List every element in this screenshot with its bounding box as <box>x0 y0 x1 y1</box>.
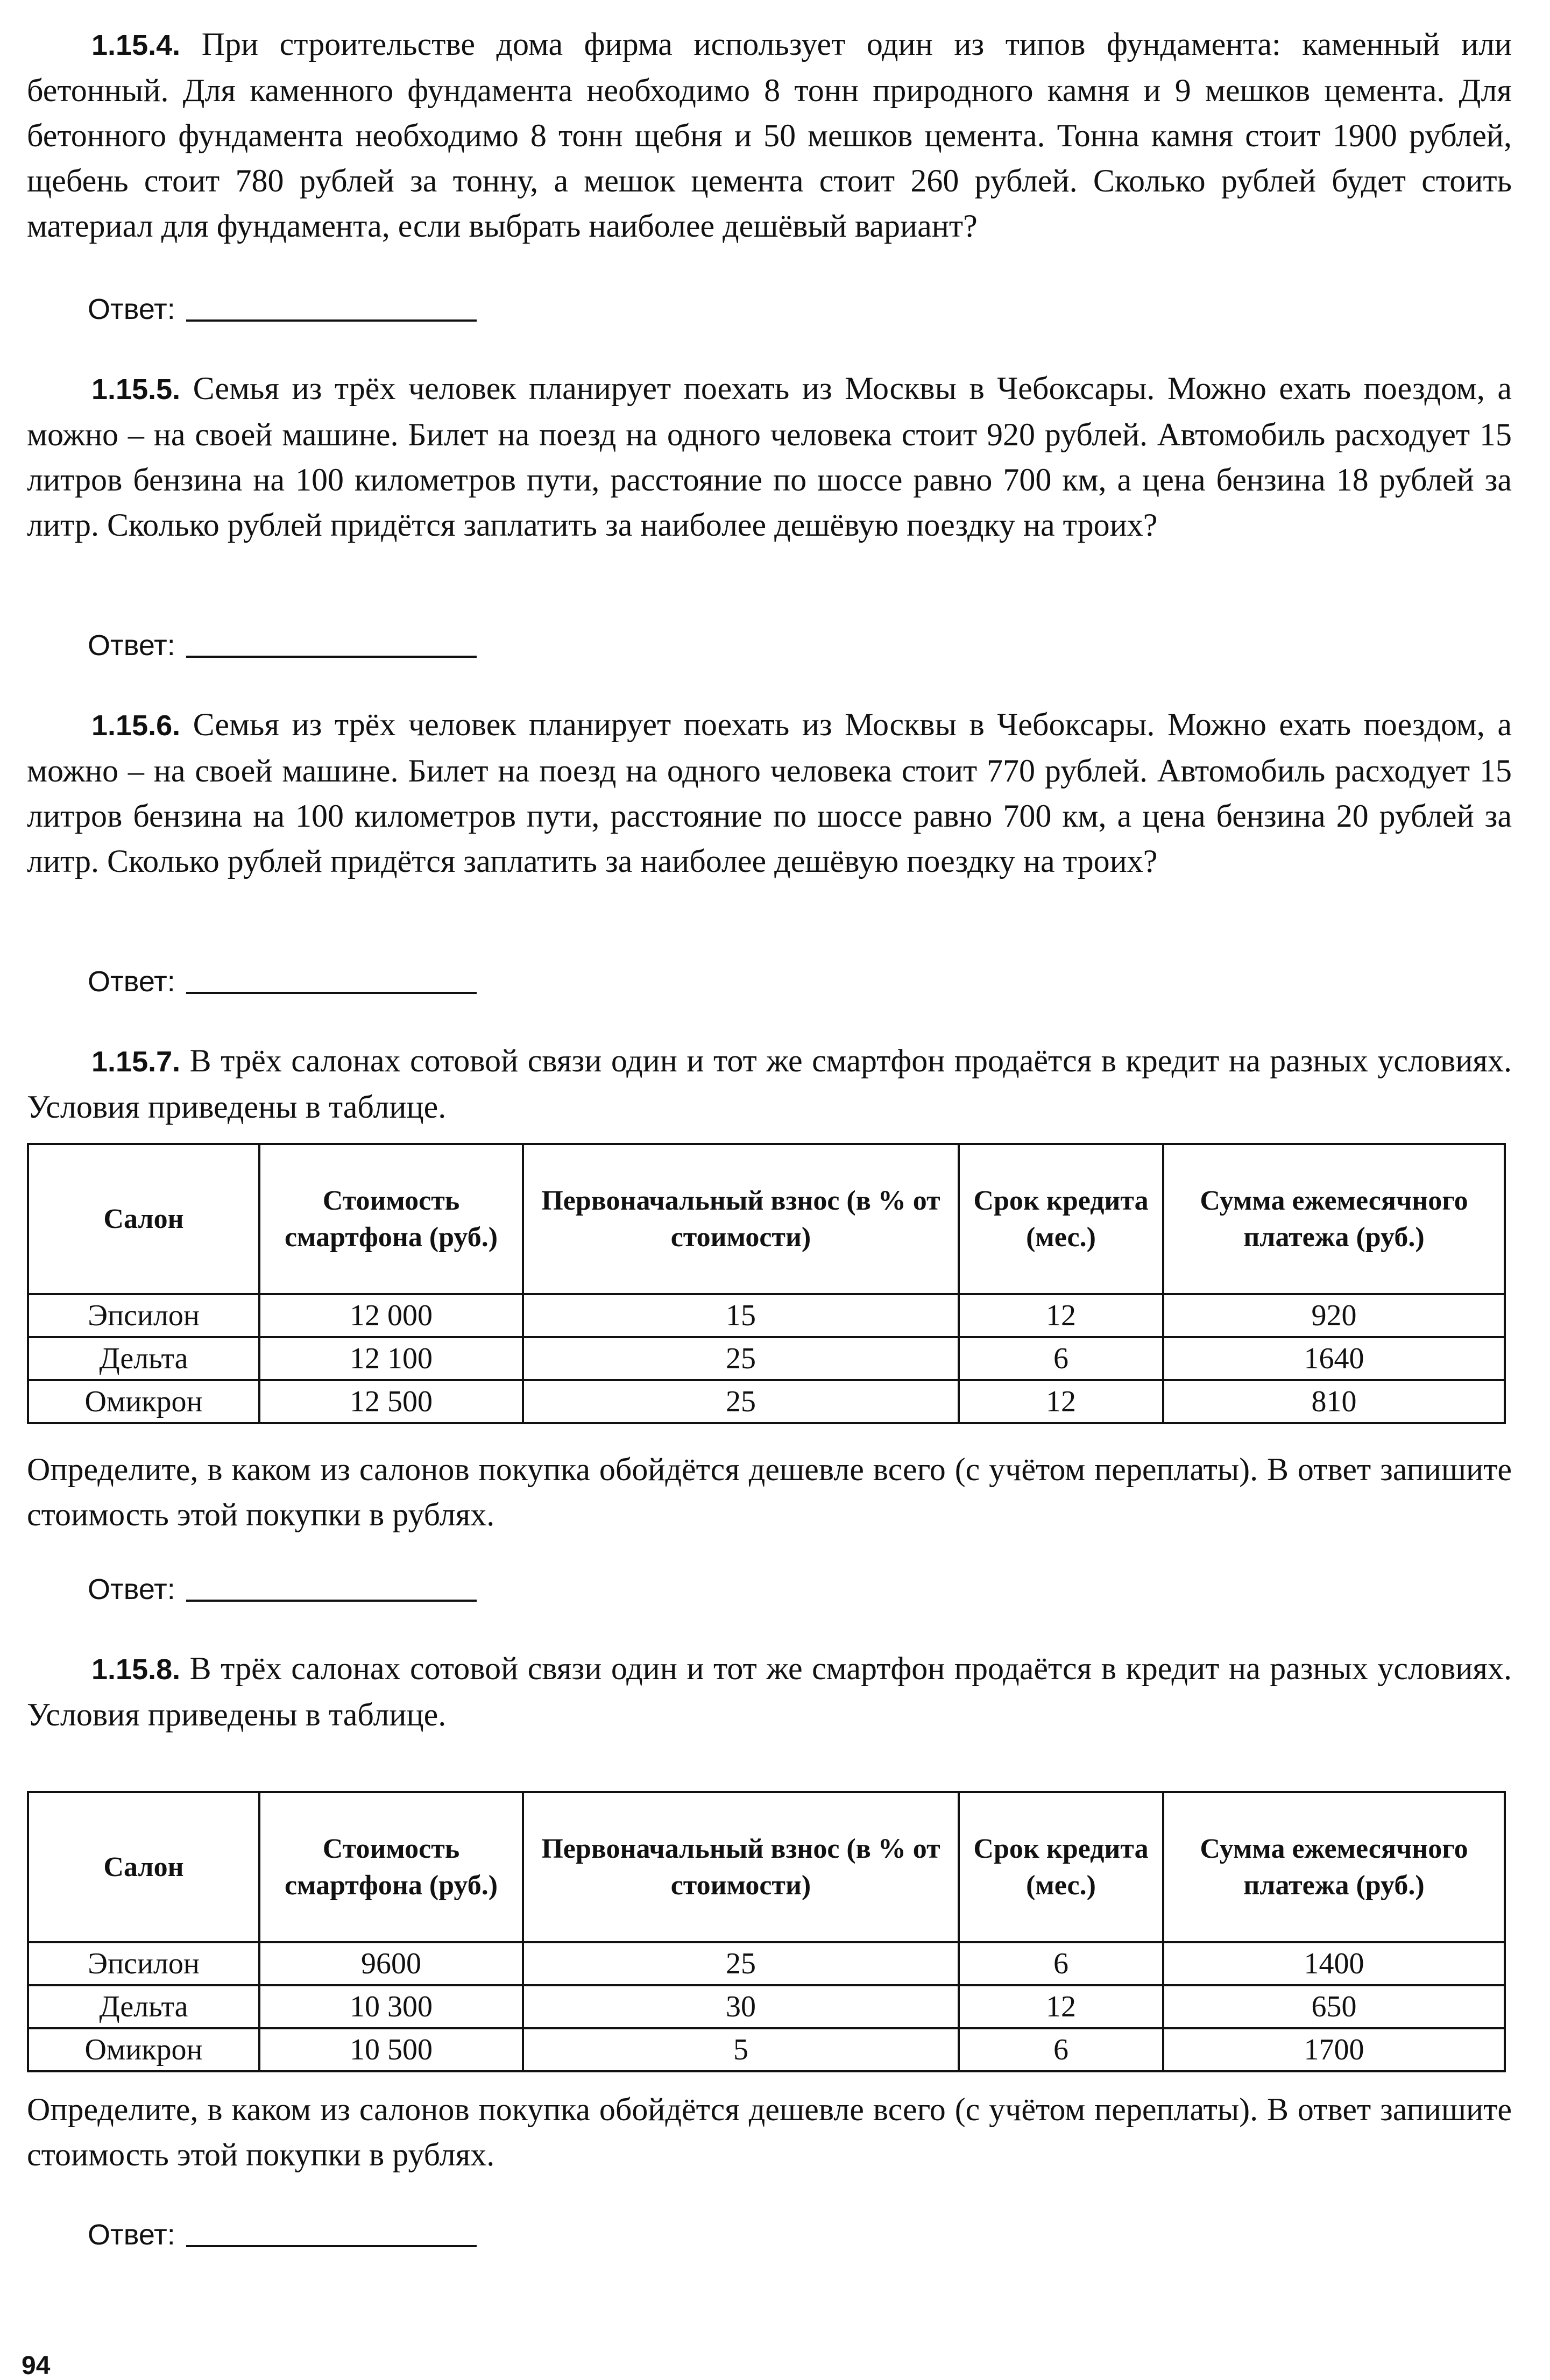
answer-label: Ответ: <box>88 965 175 998</box>
col-header-monthly-payment: Сумма ежемесячного платежа (руб.) <box>1163 1144 1505 1294</box>
col-header-term: Срок кредита (мес.) <box>959 1792 1163 1942</box>
answer-label: Ответ: <box>88 293 175 325</box>
problem-text <box>27 1038 1512 1129</box>
cell-price: 10 500 <box>259 2028 523 2071</box>
table-row <box>28 1985 1505 2028</box>
cell-price: 9600 <box>259 1942 523 1985</box>
cell-salon: Омикрон <box>28 1380 259 1423</box>
cell-down-payment: 25 <box>523 1337 959 1380</box>
problem-text <box>27 366 1512 548</box>
answer-field <box>88 2216 477 2254</box>
col-header-price: Стоимость смартфона (руб.) <box>259 1792 523 1942</box>
cell-down-payment: 30 <box>523 1985 959 2028</box>
cell-down-payment: 5 <box>523 2028 959 2071</box>
credit-table <box>27 1143 1506 1424</box>
problem-statement: В трёх салонах сотовой связи один и тот же смартфон продаётся в кредит на разных условиях. Условия приведены в таблице. <box>27 1651 1512 1732</box>
answer-label: Ответ: <box>88 2219 175 2251</box>
problem-number: 1.15.7. <box>91 1046 181 1078</box>
problem-number: 1.15.8. <box>91 1653 181 1686</box>
problem-statement: Семья из трёх человек планирует поехать из Москвы в Чебоксары. Можно ехать поездом, а можно – на своей машине. Билет на поезд на одного человека стоит 920 рублей. Автомобиль расходует 15 литров бензина на 100 километров пути, расстояние по шоссе равно 700 км, а цена бензина 18 рублей за литр. Сколько рублей придётся заплатить за наиболее дешёвую поездку на троих? <box>27 371 1512 543</box>
answer-field <box>88 627 477 664</box>
col-header-salon: Салон <box>28 1792 259 1942</box>
problem-1-15-5 <box>27 366 1512 548</box>
answer-field <box>88 963 477 1000</box>
table-row <box>28 2028 1505 2071</box>
cell-down-payment: 15 <box>523 1294 959 1337</box>
col-header-price: Стоимость смартфона (руб.) <box>259 1144 523 1294</box>
problem-text <box>27 22 1512 248</box>
cell-monthly-payment: 1400 <box>1163 1942 1505 1985</box>
instruction-text: Определите, в каком из салонов покупка обойдётся дешевле всего (с учётом переплаты). В ответ запишите стоимость этой покупки в рублях. <box>27 2092 1512 2172</box>
answer-label: Ответ: <box>88 629 175 662</box>
table-row <box>28 1294 1505 1337</box>
problem-statement: Семья из трёх человек планирует поехать из Москвы в Чебоксары. Можно ехать поездом, а можно – на своей машине. Билет на поезд на одного человека стоит 770 рублей. Автомобиль расходует 15 литров бензина на 100 километров пути, расстояние по шоссе равно 700 км, а цена бензина 20 рублей за литр. Сколько рублей придётся заплатить за наиболее дешёвую поездку на троих? <box>27 707 1512 879</box>
problem-number: 1.15.5. <box>91 373 181 406</box>
cell-price: 12 000 <box>259 1294 523 1337</box>
problem-1-15-8-instruction <box>27 2087 1512 2177</box>
answer-label: Ответ: <box>88 1573 175 1605</box>
table-row <box>28 1337 1505 1380</box>
cell-salon: Дельта <box>28 1985 259 2028</box>
problem-statement: В трёх салонах сотовой связи один и тот же смартфон продаётся в кредит на разных условиях. Условия приведены в таблице. <box>27 1043 1512 1125</box>
answer-line[interactable] <box>186 656 477 658</box>
problem-1-15-7-instruction <box>27 1447 1512 1537</box>
problem-number: 1.15.4. <box>91 29 181 61</box>
answer-line[interactable] <box>186 1600 477 1602</box>
cell-monthly-payment: 650 <box>1163 1985 1505 2028</box>
answer-line[interactable] <box>186 2245 477 2247</box>
problem-text <box>27 702 1512 884</box>
cell-salon: Эпсилон <box>28 1294 259 1337</box>
cell-term: 12 <box>959 1380 1163 1423</box>
problem-text <box>27 1646 1512 1737</box>
col-header-monthly-payment: Сумма ежемесячного платежа (руб.) <box>1163 1792 1505 1942</box>
col-header-down-payment: Первоначальный взнос (в % от стоимости) <box>523 1792 959 1942</box>
col-header-down-payment: Первоначальный взнос (в % от стоимости) <box>523 1144 959 1294</box>
problem-1-15-6 <box>27 702 1512 884</box>
cell-down-payment: 25 <box>523 1942 959 1985</box>
cell-price: 12 100 <box>259 1337 523 1380</box>
answer-field <box>88 290 477 328</box>
problem-1-15-7 <box>27 1038 1512 1129</box>
cell-monthly-payment: 810 <box>1163 1380 1505 1423</box>
cell-term: 12 <box>959 1294 1163 1337</box>
problem-number: 1.15.6. <box>91 709 181 742</box>
cell-price: 10 300 <box>259 1985 523 2028</box>
table-row <box>28 1942 1505 1985</box>
answer-line[interactable] <box>186 319 477 322</box>
cell-term: 6 <box>959 1942 1163 1985</box>
col-header-term: Срок кредита (мес.) <box>959 1144 1163 1294</box>
cell-price: 12 500 <box>259 1380 523 1423</box>
problem-1-15-4 <box>27 22 1512 248</box>
problem-1-15-8 <box>27 1646 1512 1737</box>
cell-term: 6 <box>959 2028 1163 2071</box>
table-row <box>28 1380 1505 1423</box>
cell-monthly-payment: 1700 <box>1163 2028 1505 2071</box>
answer-field <box>88 1571 477 1608</box>
table-header-row <box>28 1144 1505 1294</box>
cell-monthly-payment: 920 <box>1163 1294 1505 1337</box>
credit-table <box>27 1791 1506 2072</box>
cell-salon: Дельта <box>28 1337 259 1380</box>
cell-salon: Омикрон <box>28 2028 259 2071</box>
page-number: 94 <box>22 2351 51 2380</box>
problem-statement: При строительстве дома фирма использует один из типов фундамента: каменный или бетонный. Для каменного фундамента необходимо 8 тонн природного камня и 9 мешков цемента. Для бетонного фундамента необходимо 8 тонн щебня и 50 мешков цемента. Тонна камня стоит 1900 рублей, щебень стоит 780 рублей за тонну, а мешок цемента стоит 260 рублей. Сколько рублей будет стоить материал для фундамента, если выбрать наиболее дешёвый вариант? <box>27 26 1512 244</box>
cell-down-payment: 25 <box>523 1380 959 1423</box>
col-header-salon: Салон <box>28 1144 259 1294</box>
cell-term: 6 <box>959 1337 1163 1380</box>
cell-term: 12 <box>959 1985 1163 2028</box>
cell-salon: Эпсилон <box>28 1942 259 1985</box>
cell-monthly-payment: 1640 <box>1163 1337 1505 1380</box>
answer-line[interactable] <box>186 992 477 994</box>
table-header-row <box>28 1792 1505 1942</box>
instruction-text: Определите, в каком из салонов покупка обойдётся дешевле всего (с учётом переплаты). В ответ запишите стоимость этой покупки в рублях. <box>27 1452 1512 1532</box>
